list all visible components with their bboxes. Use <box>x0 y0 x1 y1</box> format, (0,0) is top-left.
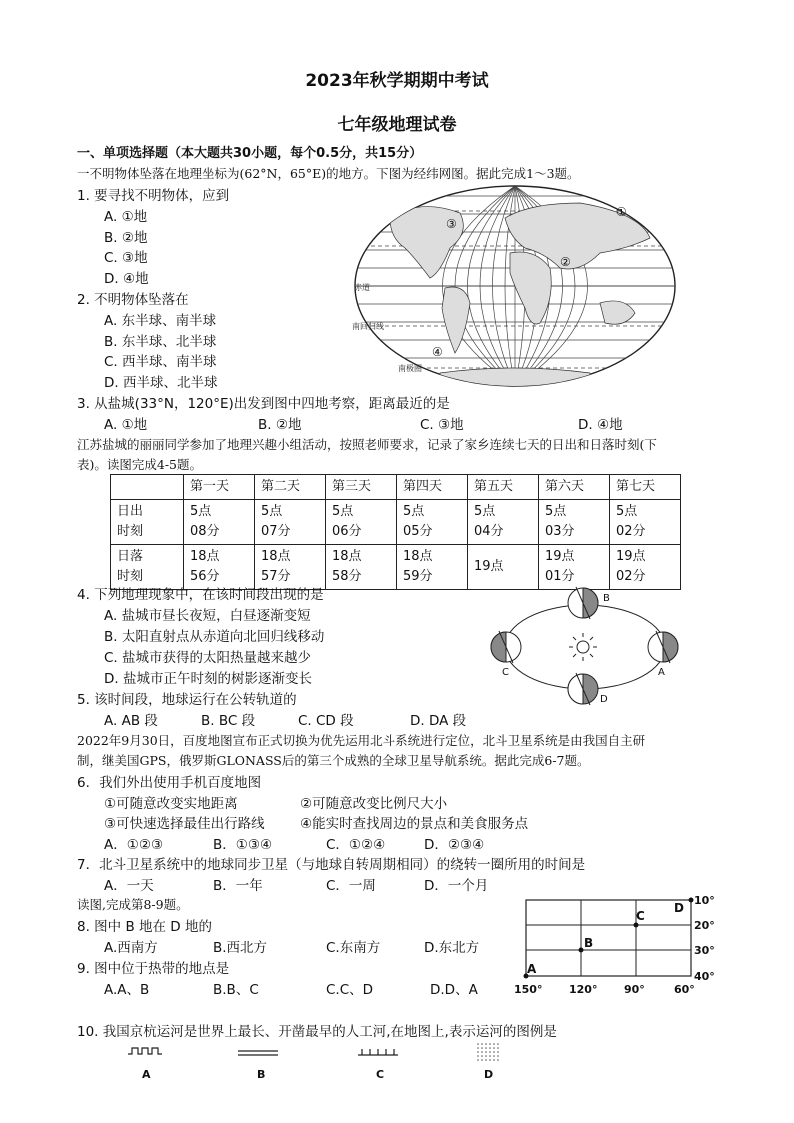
q1-option-b[interactable]: B. ②地 <box>104 230 148 246</box>
grid-lat-20: 20° <box>694 919 715 932</box>
orbit-label-a: A <box>658 667 665 678</box>
q1-stem: 1. 要寻找不明物体，应到 <box>77 188 230 204</box>
q5-option-b[interactable]: B. BC 段 <box>201 713 256 729</box>
q5-stem: 5. 该时间段，地球运行在公转轨道的 <box>77 692 297 708</box>
table-row-sunset: 日落 时刻 18点 56分 18点 57分 18点 58分 18点 59分 19点 19点 01分 19点 02分 <box>111 545 681 590</box>
q6-stem: 6．我们外出使用手机百度地图 <box>77 775 262 791</box>
q5-option-c[interactable]: C. CD 段 <box>298 713 354 729</box>
table-row-sunrise: 日出 时刻 5点 08分 5点 07分 5点 06分 5点 05分 5点 04分 5点 03分 5点 02分 <box>111 500 681 545</box>
q3-option-a[interactable]: A. ①地 <box>104 417 148 433</box>
legend-b-symbol <box>238 1051 278 1055</box>
map-point-3: ③ <box>446 217 457 231</box>
q6-option-a[interactable]: A．①②③ <box>104 837 164 853</box>
map-label-equator: 赤道 <box>354 283 370 292</box>
q3-option-b[interactable]: B. ②地 <box>258 417 302 433</box>
q9-option-d[interactable]: D.D、A <box>430 982 478 998</box>
q10-stem: 10. 我国京杭运河是世界上最长、开凿最早的人工河,在地图上,表示运河的图例是 <box>77 1024 557 1040</box>
q3-option-d[interactable]: D. ④地 <box>578 417 623 433</box>
grid-lon-90: 90° <box>624 983 645 996</box>
intro-4: 读图,完成第8-9题。 <box>77 897 189 912</box>
q6-option-b[interactable]: B．①③④ <box>213 837 273 853</box>
q6-option-c[interactable]: C．①②④ <box>326 837 386 853</box>
q10-option-d[interactable]: D <box>484 1068 494 1081</box>
q1-option-c[interactable]: C. ③地 <box>104 250 148 266</box>
q7-stem: 7．北斗卫星系统中的地球同步卫星（与地球自转周期相同）的绕转一圈所用的时间是 <box>77 857 586 873</box>
map-label-tropic-capricorn: 南回归线 <box>352 322 384 331</box>
q5-option-a[interactable]: A. AB 段 <box>104 713 158 729</box>
legend-d-symbol <box>477 1043 499 1061</box>
lat-long-grid <box>508 888 718 1000</box>
q5-option-d[interactable]: D. DA 段 <box>410 713 467 729</box>
q6-option-d[interactable]: D．②③④ <box>424 837 485 853</box>
q4-option-c[interactable]: C. 盐城市获得的太阳热量越来越少 <box>104 650 312 666</box>
q10-option-c[interactable]: C <box>376 1068 385 1081</box>
map-point-2: ② <box>560 255 571 269</box>
intro-3b: 制，继美国GPS，俄罗斯GLONASS后的第三个成熟的全球卫星导航系统。据此完成6-7题。 <box>77 753 590 768</box>
q2-option-a[interactable]: A. 东半球、南半球 <box>104 313 217 329</box>
q8-option-b[interactable]: B.西北方 <box>213 940 268 956</box>
earth-orbit-diagram <box>488 585 683 710</box>
q4-stem: 4. 下列地理现象中，在该时间段出现的是 <box>77 587 324 603</box>
q9-stem: 9. 图中位于热带的地点是 <box>77 961 230 977</box>
grid-lat-30: 30° <box>694 944 715 957</box>
q6-item-1: ①可随意改变实地距离 <box>104 796 238 812</box>
q3-stem: 3. 从盐城(33°N，120°E)出发到图中四地考察，距离最近的是 <box>77 396 450 412</box>
q1-option-d[interactable]: D. ④地 <box>104 271 149 287</box>
grid-lat-40: 40° <box>694 970 715 983</box>
q6-item-2: ②可随意改变比例尺大小 <box>300 796 448 812</box>
q3-option-c[interactable]: C. ③地 <box>420 417 464 433</box>
q6-item-3: ③可快速选择最佳出行路线 <box>104 816 265 832</box>
q8-stem: 8. 图中 B 地在 D 地的 <box>77 919 212 935</box>
map-point-4: ④ <box>432 345 443 359</box>
orbit-label-d: D <box>600 694 608 705</box>
q10-legend-options <box>100 1040 540 1082</box>
grid-lon-150: 150° <box>514 983 543 996</box>
grid-point-b: B <box>584 936 594 950</box>
q10-option-a[interactable]: A <box>142 1068 151 1081</box>
q7-option-c[interactable]: C．一周 <box>326 878 376 894</box>
q9-option-b[interactable]: B.B、C <box>213 982 259 998</box>
grid-lon-120: 120° <box>569 983 598 996</box>
q10-option-b[interactable]: B <box>257 1068 266 1081</box>
q2-stem: 2. 不明物体坠落在 <box>77 292 189 308</box>
q7-option-b[interactable]: B．一年 <box>213 878 263 894</box>
q7-option-a[interactable]: A．一天 <box>104 878 154 894</box>
intro-3a: 2022年9月30日，百度地图宣布正式切换为优先运用北斗系统进行定位，北斗卫星系统是由我国自主研 <box>77 733 646 748</box>
grid-point-c: C <box>636 909 645 923</box>
q4-option-a[interactable]: A. 盐城市昼长夜短，白昼逐渐变短 <box>104 608 311 624</box>
orbit-label-c: C <box>502 667 509 678</box>
q2-option-d[interactable]: D. 西半球、北半球 <box>104 375 218 391</box>
map-label-antarctic-circle: 南极圈 <box>398 364 422 373</box>
map-point-1: ① <box>616 205 627 219</box>
grid-point-d: D <box>674 901 684 915</box>
q8-option-c[interactable]: C.东南方 <box>326 940 381 956</box>
exam-title: 2023年秋学期期中考试 <box>305 71 489 91</box>
sunrise-sunset-table <box>110 474 681 590</box>
q4-option-b[interactable]: B. 太阳直射点从赤道向北回归线移动 <box>104 629 325 645</box>
grid-lon-60: 60° <box>674 983 695 996</box>
section-heading: 一、单项选择题（本大题共30小题，每个0.5分，共15分） <box>77 146 423 161</box>
q8-option-d[interactable]: D.东北方 <box>424 940 480 956</box>
q6-item-4: ④能实时查找周边的景点和美食服务点 <box>300 816 529 832</box>
q9-option-c[interactable]: C.C、D <box>326 982 374 998</box>
q7-option-d[interactable]: D．一个月 <box>424 878 489 894</box>
q1-option-a[interactable]: A. ①地 <box>104 209 148 225</box>
table-header-row: 第一天 第二天 第三天 第四天 第五天 第六天 第七天 <box>111 475 681 500</box>
grid-point-a: A <box>527 962 537 976</box>
legend-a-symbol <box>128 1048 162 1054</box>
q2-option-b[interactable]: B. 东半球、北半球 <box>104 334 217 350</box>
q4-option-d[interactable]: D. 盐城市正午时刻的树影逐渐变长 <box>104 671 312 687</box>
legend-c-symbol <box>358 1049 398 1055</box>
intro-2b: 表)。读图完成4-5题。 <box>77 457 203 472</box>
exam-subtitle: 七年级地理试卷 <box>337 115 457 135</box>
intro-1: 一不明物体坠落在地理坐标为(62°N，65°E)的地方。下图为经纬网图。据此完成1～3题。 <box>77 166 580 181</box>
q2-option-c[interactable]: C. 西半球、南半球 <box>104 354 217 370</box>
q9-option-a[interactable]: A.A、B <box>104 982 150 998</box>
grid-lat-10: 10° <box>694 894 715 907</box>
orbit-label-b: B <box>603 593 610 604</box>
intro-2: 江苏盐城的丽丽同学参加了地理兴趣小组活动，按照老师要求，记录了家乡连续七天的日出和日落时刻(下 <box>77 437 657 452</box>
world-graticule-map <box>350 178 680 398</box>
q8-option-a[interactable]: A.西南方 <box>104 940 158 956</box>
